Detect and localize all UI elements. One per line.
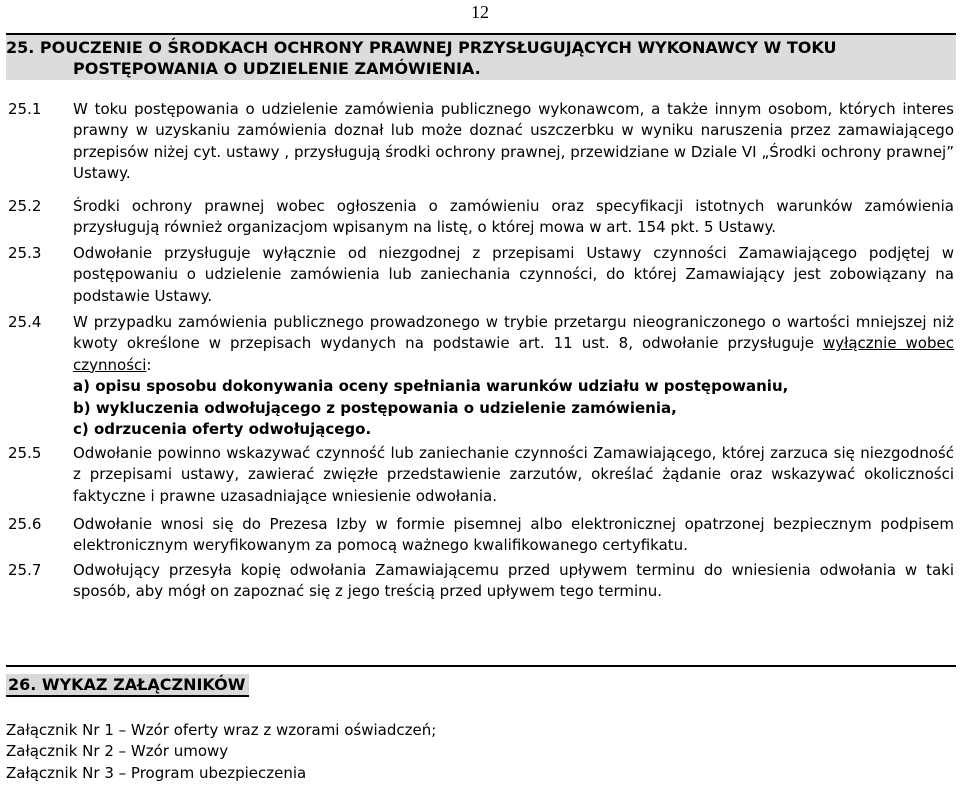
attachment-list [6,720,436,784]
item-25-7 [8,560,954,603]
attachment-item: Załącznik Nr 1 – Wzór oferty wraz z wzorami oświadczeń; [6,721,437,739]
item-25-5 [8,443,954,507]
item-number: 25.4 [8,313,42,331]
item-text-end: : [146,355,152,374]
item-text: Odwołanie wnosi się do Prezesa Izby w formie pisemnej albo elektronicznej opatrzonej bezpiecznym podpisem elektronicznym weryfikowanym za pomocą ważnego kwalifikowanego certyfikatu. [73,515,954,555]
point-b: b) wykluczenia odwołującego z postępowania o udzielenie zamówienia, [73,398,677,417]
point-c: c) odrzucenia oferty odwołującego. [73,420,372,439]
item-number: 25.5 [8,444,42,462]
item-25-1 [8,99,954,185]
item-number: 25.3 [8,244,42,262]
item-text-start: W przypadku zamówienia publicznego prowadzonego w trybie przetargu nieograniczonego o wartości mniejszej niż kwoty określone w przepisach wydanych na podstawie art. 11 ust. 8, odwołanie przysługuje [73,313,954,353]
section-25-title-line2: POSTĘPOWANIA O UDZIELENIE ZAMÓWIENIA. [73,59,481,78]
item-25-3 [8,243,954,307]
item-text: Odwołanie przysługuje wyłącznie od niezgodnej z przepisami Ustawy czynności Zamawiającego podjętej w postępowaniu o udzielenie zamówienia lub zaniechania czynności, do której Zamawiający jest zobowiązany na podstawie Ustawy. [73,244,954,305]
item-number: 25.2 [8,197,42,215]
item-25-2 [8,196,954,239]
underlined-phrase: wyłącznie wobec czynności [73,334,954,374]
item-25-6 [8,514,954,557]
section-divider [6,665,956,667]
item-text: Środki ochrony prawnej wobec ogłoszenia o zamówieniu oraz specyfikacji istotnych warunków zamówienia przysługują również organizacjom wpisanym na listę, o której mowa w art. 154 pkt. 5 Ustawy. [73,197,954,237]
item-text: Odwołujący przesyła kopię odwołania Zamawiającemu przed upływem terminu do wniesienia odwołania w taki sposób, aby mógł on zapoznać się z jego treścią przed upływem tego terminu. [73,561,954,601]
section-25-title-line1: 25. POUCZENIE O ŚRODKACH OCHRONY PRAWNEJ PRZYSŁUGUJĄCYCH WYKONAWCY W TOKU [6,38,837,57]
item-number: 25.7 [8,561,42,579]
section-26-heading: 26. WYKAZ ZAŁĄCZNIKÓW [6,674,249,697]
item-25-4 [8,312,954,440]
item-text: Odwołanie powinno wskazywać czynność lub zaniechanie czynności Zamawiającego, której zarzuca się niezgodność z przepisami ustawy, zawierać zwięzłe przedstawienie zarzutów, określać żądanie oraz wskazywać okoliczności faktyczne i prawne uzasadniające wniesienie odwołania. [73,444,954,505]
item-number: 25.6 [8,515,42,533]
attachment-item: Załącznik Nr 2 – Wzór umowy [6,742,229,761]
item-number: 25.1 [8,100,42,118]
attachment-item: Załącznik Nr 3 – Program ubezpieczenia [6,763,307,782]
page-number: 12 [471,2,489,22]
item-text [73,312,954,376]
item-text: W toku postępowania o udzielenie zamówienia publicznego wykonawcom, a także innym osobom, których interes prawny w uzyskaniu zamówienia doznał lub może doznać uszczerbku w wyniku naruszenia przez zamawiającego przepisów niżej cyt. ustawy , przysługują środki ochrony prawnej, przewidziane w Dziale VI „Środki ochrony prawnej” Ustawy. [73,100,954,183]
section-25-heading [6,33,956,80]
point-a: a) opisu sposobu dokonywania oceny spełniania warunków udziału w postępowaniu, [73,377,789,396]
